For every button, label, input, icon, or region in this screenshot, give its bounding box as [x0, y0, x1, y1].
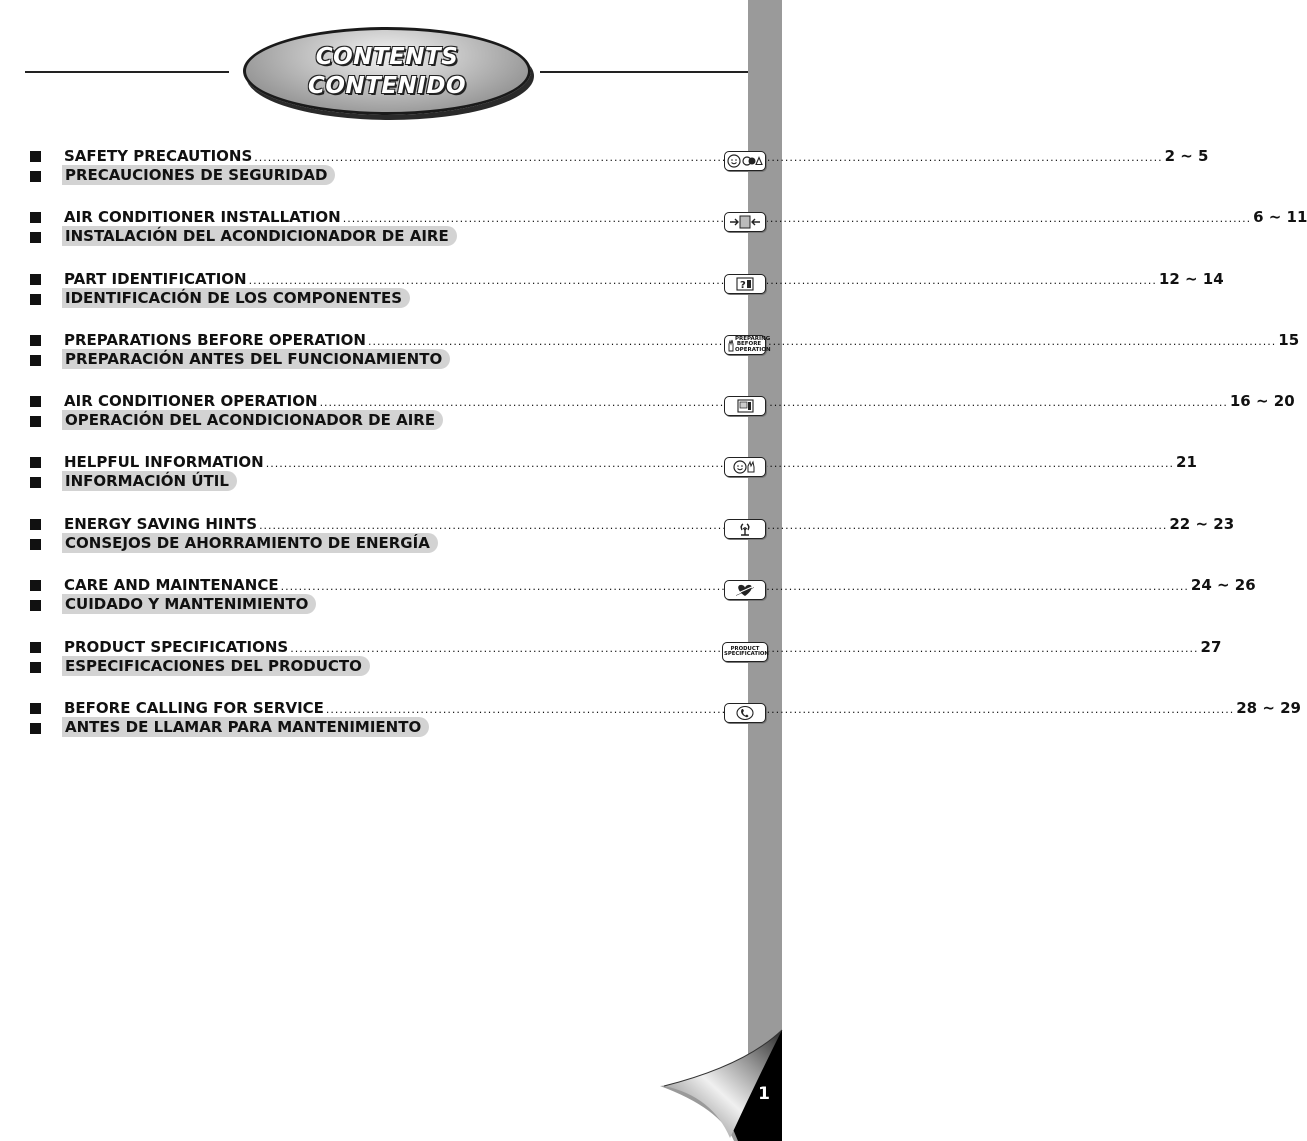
bullet: [30, 274, 41, 285]
bullet: [30, 212, 41, 223]
toc-entry-product-specifications[interactable]: [0, 638, 1222, 688]
entry-pages: 15: [1278, 331, 1300, 349]
entry-title-en: AIR CONDITIONER OPERATION: [64, 392, 318, 410]
toc-entry-preparations[interactable]: [0, 331, 1300, 381]
preparing-icon-text: PREPARING BEFORE OPERATION: [735, 335, 771, 353]
toc-entry-en: [64, 453, 1197, 473]
entry-title-en: ENERGY SAVING HINTS: [64, 515, 258, 533]
entry-title-en: PREPARATIONS BEFORE OPERATION: [64, 331, 366, 349]
entry-title-es: PRECAUCIONES DE SEGURIDAD: [62, 165, 335, 185]
entry-title-en: BEFORE CALLING FOR SERVICE: [64, 699, 324, 717]
toc-entry-before-calling-service[interactable]: [0, 699, 1301, 749]
toc-entry-en: [64, 515, 1235, 535]
entry-title-en: SAFETY PRECAUTIONS: [64, 147, 253, 165]
svg-text:?: ?: [740, 280, 746, 291]
page-number: 1: [758, 1084, 770, 1104]
toc-entry-en: [64, 638, 1222, 658]
bullet: [30, 416, 41, 427]
toc-entry-en: [64, 576, 1256, 596]
dot-leader: [343, 212, 1251, 225]
toc-entry-care-maintenance[interactable]: [0, 576, 1256, 626]
bullet: [30, 232, 41, 243]
bullet: [30, 642, 41, 653]
toc-entry-en: [64, 699, 1301, 719]
bullet: [30, 703, 41, 714]
toc-entry-en: [64, 392, 1295, 412]
product-specification-icon: [722, 642, 768, 662]
entry-title-es: CONSEJOS DE AHORRAMIENTO DE ENERGÍA: [62, 533, 438, 553]
bullet: [30, 539, 41, 550]
entry-pages: 24 ~ 26: [1190, 576, 1256, 594]
entry-title-es: PREPARACIÓN ANTES DEL FUNCIONAMIENTO: [62, 349, 450, 369]
title-rule-left: [25, 71, 229, 73]
preparing-icon: [724, 335, 771, 355]
toc-entry-en: [64, 147, 1209, 167]
dot-leader: [320, 396, 1228, 409]
title-english: CONTENTS: [315, 44, 459, 70]
entry-title-es: CUIDADO Y MANTENIMIENTO: [62, 594, 316, 614]
dot-leader: [266, 457, 1174, 470]
entry-title-es: INSTALACIÓN DEL ACONDICIONADOR DE AIRE: [62, 226, 457, 246]
entry-title-en: HELPFUL INFORMATION: [64, 453, 264, 471]
dot-leader: [254, 151, 1162, 164]
title-rule-right: [540, 71, 748, 73]
entry-pages: 6 ~ 11: [1253, 208, 1307, 226]
toc-entry-operation[interactable]: [0, 392, 1295, 442]
product-specification-icon-text: PRODUCT SPECIFICATION: [724, 645, 769, 657]
entry-pages: 12 ~ 14: [1158, 270, 1224, 288]
bullet: [30, 294, 41, 305]
bullet: [30, 457, 41, 468]
installation-icon: [724, 212, 766, 232]
safety-icon: [724, 151, 766, 171]
dot-leader: [326, 703, 1234, 716]
entry-pages: 16 ~ 20: [1229, 392, 1295, 410]
toc-entry-helpful-information[interactable]: [0, 453, 1197, 503]
bullet: [30, 355, 41, 366]
toc-entry-en: [64, 270, 1224, 290]
bullet: [30, 580, 41, 591]
toc-entry-installation[interactable]: [0, 208, 1307, 258]
bullet: [30, 151, 41, 162]
bullet: [30, 171, 41, 182]
bullet: [30, 519, 41, 530]
bullet: [30, 723, 41, 734]
entry-title-es: IDENTIFICACIÓN DE LOS COMPONENTES: [62, 288, 410, 308]
dot-leader: [259, 519, 1167, 532]
bullet: [30, 662, 41, 673]
bullet: [30, 396, 41, 407]
dot-leader: [368, 335, 1276, 348]
entry-title-en: PART IDENTIFICATION: [64, 270, 247, 288]
entry-title-es: ANTES DE LLAMAR PARA MANTENIMIENTO: [62, 717, 429, 737]
entry-pages: 28 ~ 29: [1236, 699, 1301, 717]
phone-icon: [724, 703, 766, 723]
toc-entry-safety[interactable]: [0, 147, 1209, 197]
care-maintenance-icon: [724, 580, 766, 600]
helpful-information-icon: [724, 457, 766, 477]
entry-pages: 2 ~ 5: [1164, 147, 1209, 165]
contents-title-badge: [243, 27, 531, 115]
entry-title-en: CARE AND MAINTENANCE: [64, 576, 279, 594]
entry-pages: 21: [1176, 453, 1197, 471]
part-identification-icon: [724, 274, 766, 294]
bullet: [30, 600, 41, 611]
entry-pages: 27: [1200, 638, 1222, 656]
entry-title-en: AIR CONDITIONER INSTALLATION: [64, 208, 341, 226]
toc-entry-energy-saving[interactable]: [0, 515, 1235, 565]
right-margin-bar: [748, 0, 782, 1141]
hand-icon: [727, 338, 735, 352]
entry-title-es: OPERACIÓN DEL ACONDICIONADOR DE AIRE: [62, 410, 443, 430]
entry-title-en: PRODUCT SPECIFICATIONS: [64, 638, 289, 656]
bullet: [30, 335, 41, 346]
toc-entry-part-identification[interactable]: [0, 270, 1224, 320]
entry-title-es: ESPECIFICACIONES DEL PRODUCTO: [62, 656, 370, 676]
toc-entry-en: [64, 208, 1307, 228]
title-spanish: CONTENIDO: [307, 73, 467, 99]
entry-pages: 22 ~ 23: [1169, 515, 1235, 533]
operation-icon: [724, 396, 766, 416]
energy-saving-icon: [724, 519, 766, 539]
entry-title-es: INFORMACIÓN ÚTIL: [62, 471, 237, 491]
dot-leader: [249, 274, 1157, 287]
bullet: [30, 477, 41, 488]
